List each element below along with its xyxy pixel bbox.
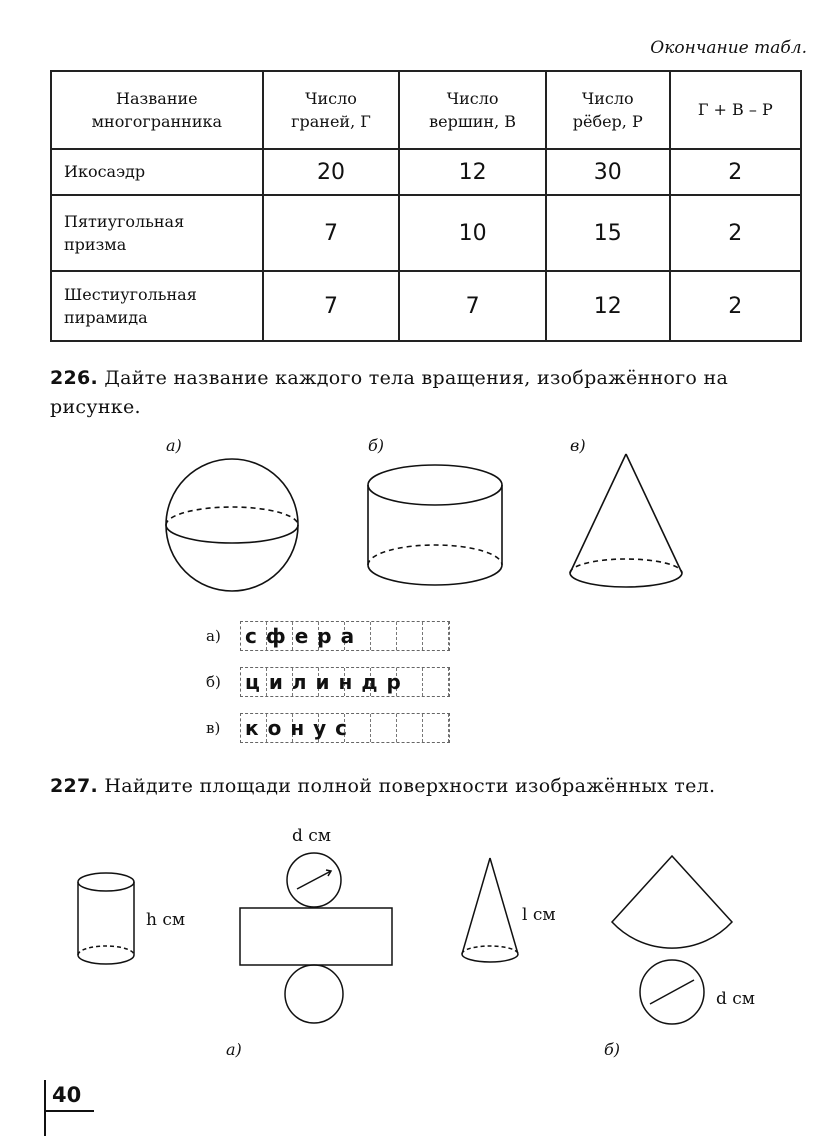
slant-label: l см <box>522 905 556 925</box>
answer-row-b <box>206 667 450 697</box>
cell-faces[interactable]: 20 <box>263 149 400 195</box>
sphere-shape <box>166 459 298 591</box>
table-row <box>51 271 801 341</box>
answer-row-a <box>206 621 450 651</box>
solids-of-revolution-figure <box>150 440 710 600</box>
header-vertices: Число вершин, В <box>399 71 546 149</box>
task-227-text: 227. Найдите площади полной поверхности изображённых тел. <box>50 775 716 797</box>
cone-shape <box>570 454 682 587</box>
table-row <box>51 149 801 195</box>
answer-field-c[interactable] <box>240 713 450 743</box>
answer-value: сфера <box>245 624 364 648</box>
cell-edges[interactable]: 12 <box>546 271 670 341</box>
row-name: Икосаэдр <box>51 149 263 195</box>
task-227-number: 227. <box>50 775 99 797</box>
header-euler: Г + В – Р <box>670 71 801 149</box>
small-cone-shape <box>462 858 518 962</box>
task-226-text: 226. Дайте название каждого тела вращения, изображённого на рисунке. <box>50 367 729 418</box>
cell-edges[interactable]: 15 <box>546 195 670 271</box>
cylinder-net-shape <box>240 853 392 1023</box>
figure-label-c: в) <box>570 436 586 455</box>
answer-value: цилиндр <box>245 670 410 694</box>
cone-net-shape <box>612 856 732 1024</box>
answer-row-c <box>206 713 450 743</box>
page-number-rule-vertical <box>44 1080 46 1136</box>
task-226-number: 226. <box>50 367 99 389</box>
answer-label: в) <box>206 719 221 737</box>
answer-value: конус <box>245 716 357 740</box>
cell-faces[interactable]: 7 <box>263 271 400 341</box>
figure-label-a: а) <box>166 436 182 455</box>
cell-euler[interactable]: 2 <box>670 195 801 271</box>
answer-field-a[interactable] <box>240 621 450 651</box>
polyhedra-table <box>50 70 802 342</box>
table-header-row <box>51 71 801 149</box>
cell-vertices[interactable]: 10 <box>399 195 546 271</box>
diameter-label-top: d см <box>292 826 332 846</box>
table-continuation-note: Окончание табл. <box>650 38 807 58</box>
table-row <box>51 195 801 271</box>
small-cylinder-shape <box>78 873 134 964</box>
page-number: 40 <box>52 1083 82 1107</box>
diameter-label-bottom: d см <box>716 989 756 1009</box>
header-edges: Число рёбер, Р <box>546 71 670 149</box>
answer-label: а) <box>206 627 221 645</box>
page-number-rule-horizontal <box>44 1110 94 1112</box>
cylinder-shape <box>368 465 502 585</box>
cell-edges[interactable]: 30 <box>546 149 670 195</box>
height-label: h см <box>146 910 186 930</box>
cell-euler[interactable]: 2 <box>670 271 801 341</box>
cell-vertices[interactable]: 7 <box>399 271 546 341</box>
cell-vertices[interactable]: 12 <box>399 149 546 195</box>
subfigure-label-b: б) <box>604 1040 621 1059</box>
answer-label: б) <box>206 673 221 691</box>
header-faces: Число граней, Г <box>263 71 400 149</box>
answer-field-b[interactable] <box>240 667 450 697</box>
row-name: Пятиугольная призма <box>51 195 263 271</box>
figure-label-b: б) <box>368 436 385 455</box>
subfigure-label-a: а) <box>226 1040 242 1059</box>
header-name: Название многогранника <box>51 71 263 149</box>
row-name: Шестиугольная пирамида <box>51 271 263 341</box>
cell-faces[interactable]: 7 <box>263 195 400 271</box>
cell-euler[interactable]: 2 <box>670 149 801 195</box>
